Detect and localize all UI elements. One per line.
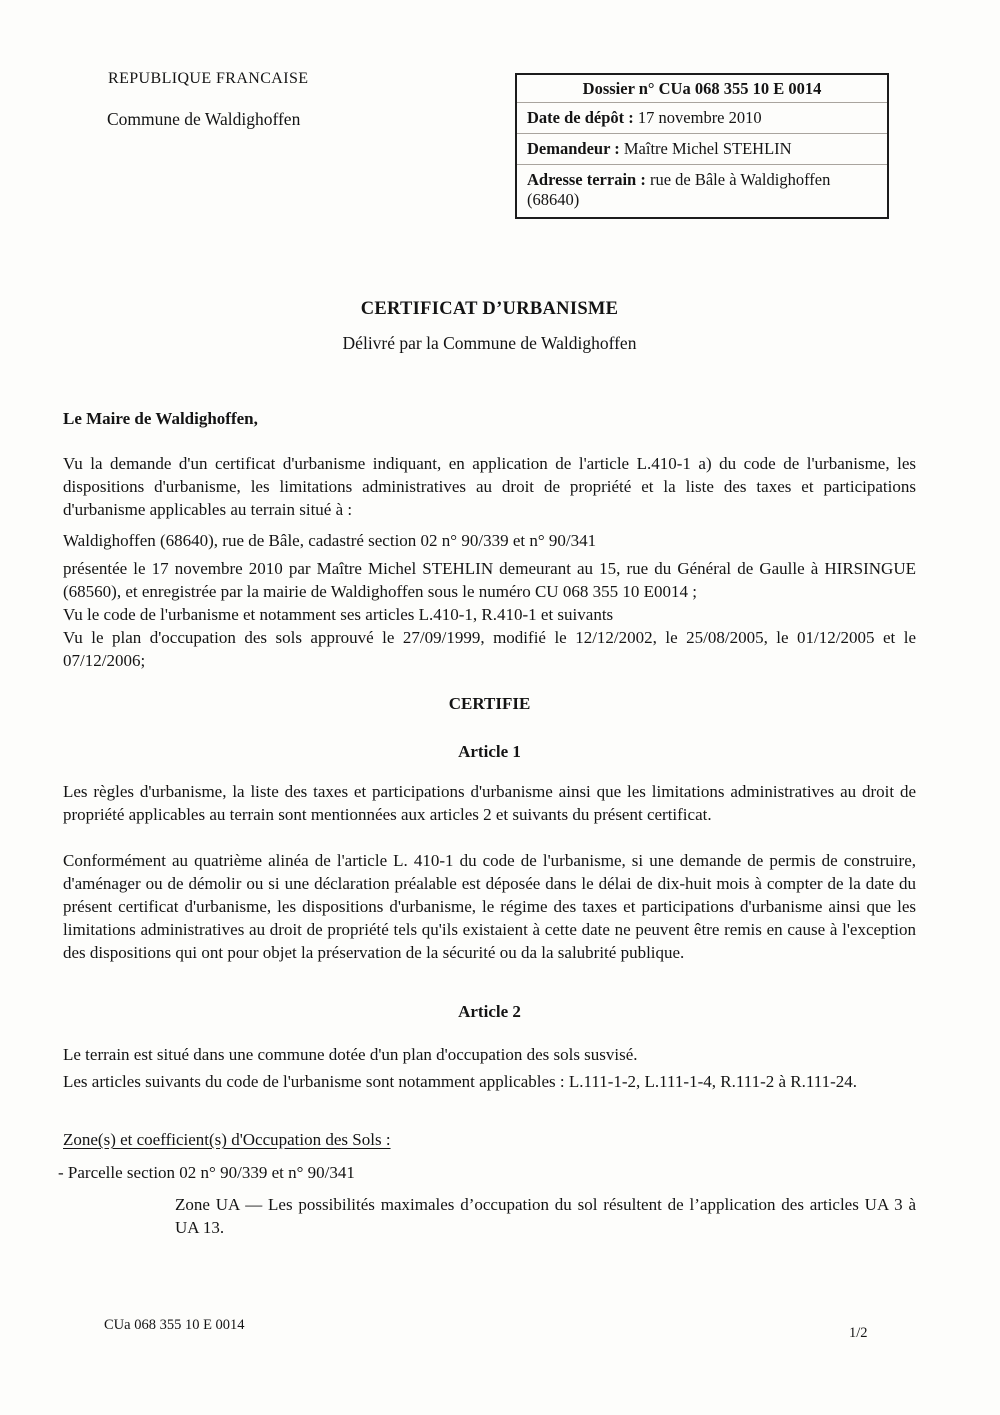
applicant-row (517, 133, 887, 164)
dossier-info-box (515, 73, 889, 219)
deposit-date-value: 17 novembre 2010 (637, 108, 762, 127)
terrain-address-label: Adresse terrain : (527, 170, 646, 189)
terrain-address-row (517, 164, 887, 217)
paragraph-vu-code: Vu le code de l'urbanisme et notamment ses articles L.410-1, R.410-1 et suivants (63, 605, 614, 624)
certifie-heading: CERTIFIE (448, 694, 531, 713)
paragraph-presentee: présentée le 17 novembre 2010 par Maître Michel STEHLIN demeurant au 15, rue du Général de Gaulle à HIRSINGUE (68560), et enregistrée par la mairie de Waldighoffen sous le numéro CU 068 355 10 E0014 ; (63, 559, 916, 601)
article-1-heading: Article 1 (458, 742, 521, 761)
deposit-date-row (517, 102, 887, 133)
zone-ua-paragraph: Zone UA — Les possibilités maximales d’occupation du sol résultent de l’application des articles UA 3 à UA 13. (175, 1195, 916, 1237)
commune-heading: Commune de Waldighoffen (107, 109, 301, 129)
page-number: 1/2 (849, 1325, 868, 1341)
article-2-paragraph-2: Les articles suivants du code de l'urbanisme sont notamment applicables : L.111-1-2, L.111-1-4, R.111-2 à R.111-24. (63, 1072, 858, 1091)
zones-section-heading: Zone(s) et coefficient(s) d'Occupation des Sols : (63, 1130, 391, 1149)
article-2-block (63, 1043, 916, 1093)
applicant-label: Demandeur : (527, 139, 620, 158)
terrain-cadastre-line: Waldighoffen (68640), rue de Bâle, cadastré section 02 n° 90/339 et n° 90/341 (63, 531, 597, 550)
terrain-address-value: rue de Bâle à Waldighoffen (68640) (527, 170, 831, 209)
certificate-title: CERTIFICAT D’URBANISME (360, 299, 619, 319)
deposit-date-label: Date de dépôt : (527, 108, 634, 127)
recitals-block (63, 557, 916, 672)
applicant-value: Maître Michel STEHLIN (623, 139, 792, 158)
paragraph-vu-demande: Vu la demande d'un certificat d'urbanisme indiquant, en application de l'article L.410-1 a) du code de l'urbanisme, les dispositions d'urbanisme, les limitations administratives au droit de propriété et la liste des taxes et participations d'urbanisme applicables au terrain situé à : (63, 454, 916, 519)
article-1-paragraph-2: Conformément au quatrième alinéa de l'article L. 410-1 du code de l'urbanisme, si une demande de permis de construire, d'aménager ou de démolir ou si une déclaration préalable est déposée dans le délai de dix-huit mois à compter de la date du présent certificat d'urbanisme, les dispositions d'urbanisme, le régime des taxes et participations d'urbanisme ainsi que les limitations administratives au droit de propriété tels qu'ils existaient à cette date ne peuvent être remis en cause à l'exception des dispositions qui ont pour objet la préservation de la sécurité ou da la salubrité publique. (63, 851, 916, 962)
footer-reference: CUa 068 355 10 E 0014 (104, 1317, 245, 1333)
article-2-heading: Article 2 (458, 1002, 521, 1021)
article-2-paragraph-1: Le terrain est situé dans une commune dotée d'un plan d'occupation des sols susvisé. (63, 1045, 638, 1064)
republic-heading: REPUBLIQUE FRANCAISE (108, 70, 309, 87)
article-1-paragraph-1: Les règles d'urbanisme, la liste des taxes et participations d'urbanisme ainsi que les limitations administratives au droit de propriété applicables au terrain sont mentionnées aux articles 2 et suivants du présent certificat. (63, 782, 916, 824)
certificate-subtitle: Délivré par la Commune de Waldighoffen (342, 333, 637, 353)
paragraph-vu-plan: Vu le plan d'occupation des sols approuvé le 27/09/1999, modifié le 12/12/2002, le 25/08/2005, le 01/12/2005 et le 07/12/2006; (63, 628, 916, 670)
dossier-number: Dossier n° CUa 068 355 10 E 0014 (582, 79, 822, 98)
mayor-salutation: Le Maire de Waldighoffen, (63, 409, 258, 428)
parcelle-line: - Parcelle section 02 n° 90/339 et n° 90/341 (58, 1163, 355, 1182)
